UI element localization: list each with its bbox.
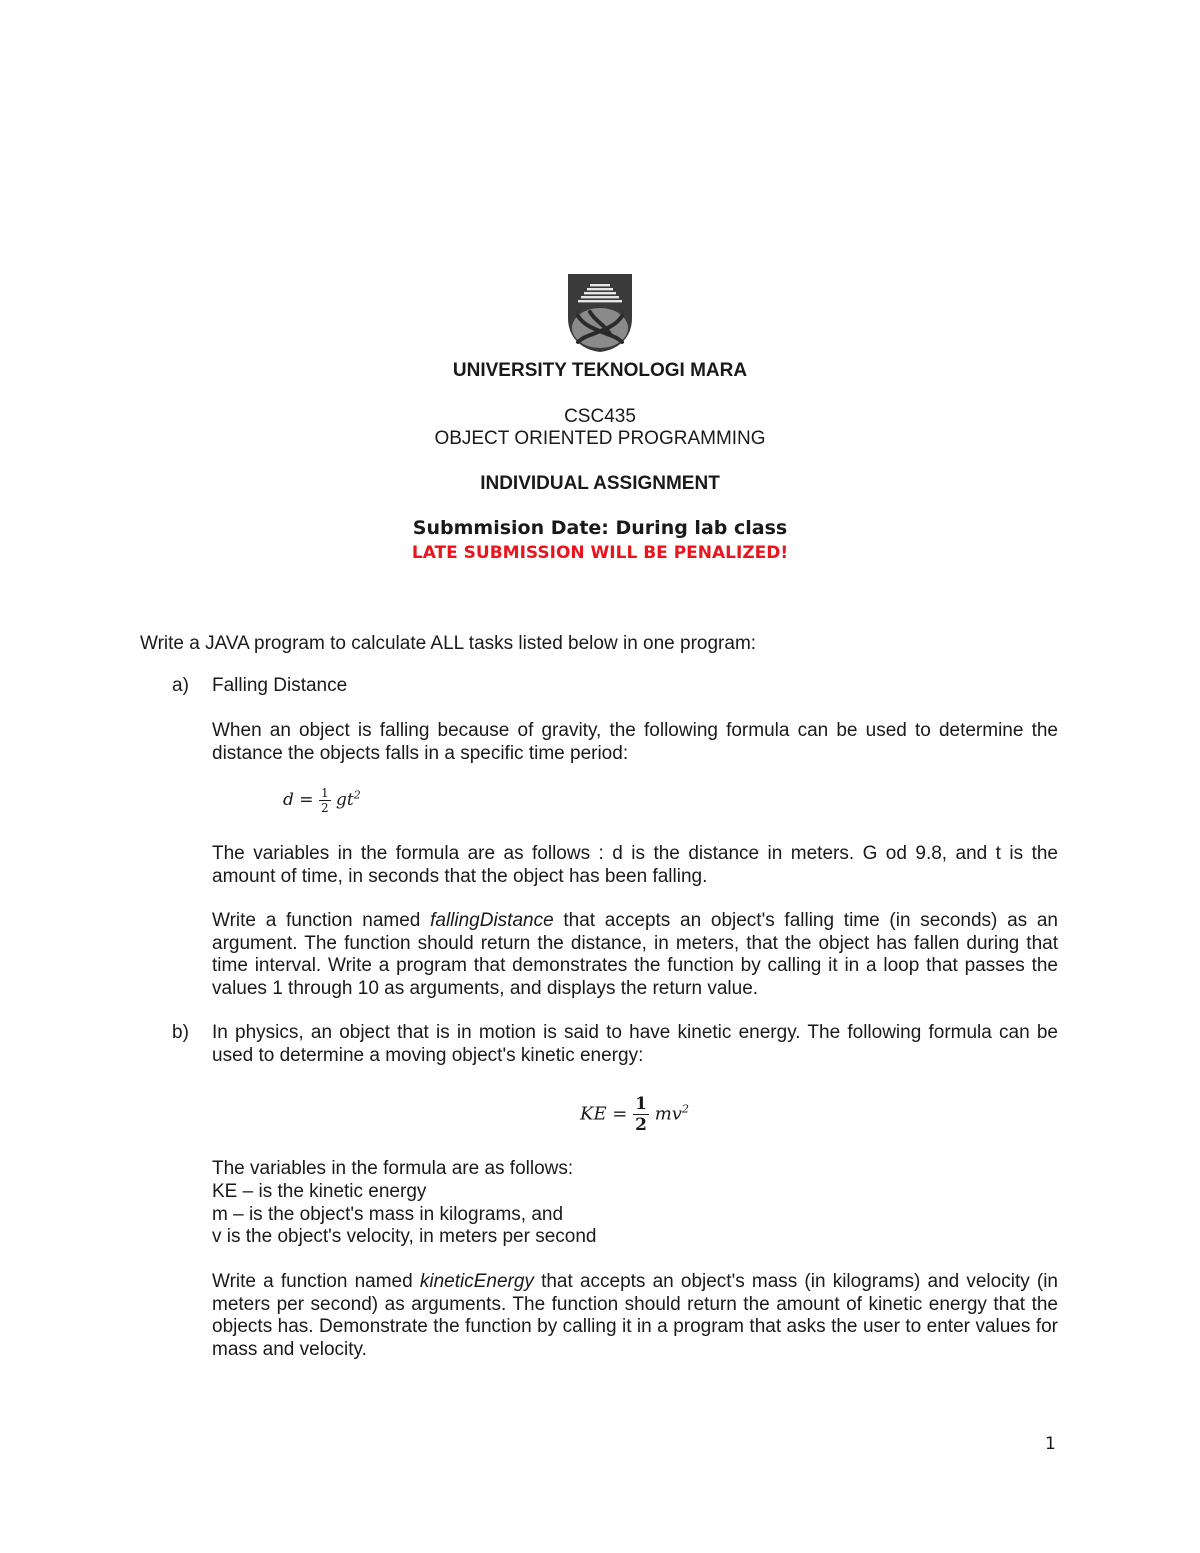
task-b-instruction: Write a function named kineticEnergy that accepts an object's mass (in kilograms) and velocity (in meters per second) as arguments. The function should return the amount of kinetic energy that the objects has. Demonstrate the function by calling it in a program that asks the user to enter values for mass and velocity. xyxy=(212,1271,1058,1360)
formula-rhs: gt xyxy=(335,790,354,810)
formula-exponent: 2 xyxy=(681,1102,689,1116)
variable-item: v is the object's velocity, in meters per second xyxy=(212,1226,597,1247)
formula-exponent: 2 xyxy=(353,788,361,802)
formula-fraction: $\frac{1}{2}$ xyxy=(635,1094,647,1135)
task-b-variables-heading: The variables in the formula are as follows: xyxy=(212,1158,574,1179)
task-a-description: When an object is falling because of gravity, the following formula can be used to determine the distance the objects falls in a specific time period: xyxy=(212,720,1058,764)
assignment-title: INDIVIDUAL ASSIGNMENT xyxy=(480,473,720,494)
late-notice: LATE SUBMISSION WILL BE PENALIZED! xyxy=(411,543,789,563)
task-a-title: Falling Distance xyxy=(212,675,348,696)
task-b-marker: b) xyxy=(172,1022,189,1043)
page-number: 1 xyxy=(1045,1434,1056,1454)
kinetic-energy-formula xyxy=(580,1094,689,1135)
formula-rhs: mv xyxy=(654,1103,682,1125)
task-a-marker: a) xyxy=(172,675,189,696)
falling-distance-formula xyxy=(283,786,361,815)
university-logo xyxy=(566,272,634,354)
submission-date: Submmision Date: During lab class xyxy=(412,517,788,539)
task-a-variables: The variables in the formula are as follows : d is the distance in meters. G od 9.8, and t is the amount of time, in seconds that the object has been falling. xyxy=(212,843,1058,887)
function-name-kinetic-energy: kineticEnergy xyxy=(419,1271,534,1292)
course-code: CSC435 xyxy=(564,406,636,427)
variable-item: KE – is the kinetic energy xyxy=(212,1181,427,1202)
university-name: UNIVERSITY TEKNOLOGI MARA xyxy=(452,360,748,381)
formula-fraction: $\frac{1}{2}$ xyxy=(320,786,329,815)
task-b-description: In physics, an object that is in motion is said to have kinetic energy. The following formula can be used to determine a moving object's kinetic energy: xyxy=(212,1022,1058,1066)
task-a-instruction: Write a function named fallingDistance that accepts an object's falling time (in seconds) as an argument. The function should return the distance, in meters, that the object has fallen during that time interval. Write a program that demonstrates the function by calling it in a loop that passes the values 1 through 10 as arguments, and displays the return value. xyxy=(212,910,1058,999)
function-name-falling-distance: fallingDistance xyxy=(430,910,554,931)
formula-lhs: d = xyxy=(283,790,314,810)
variable-item: m – is the object's mass in kilograms, and xyxy=(212,1204,564,1225)
formula-lhs: KE = xyxy=(580,1103,628,1125)
course-name: OBJECT ORIENTED PROGRAMMING xyxy=(434,428,766,449)
intro-text: Write a JAVA program to calculate ALL tasks listed below in one program: xyxy=(140,633,757,654)
